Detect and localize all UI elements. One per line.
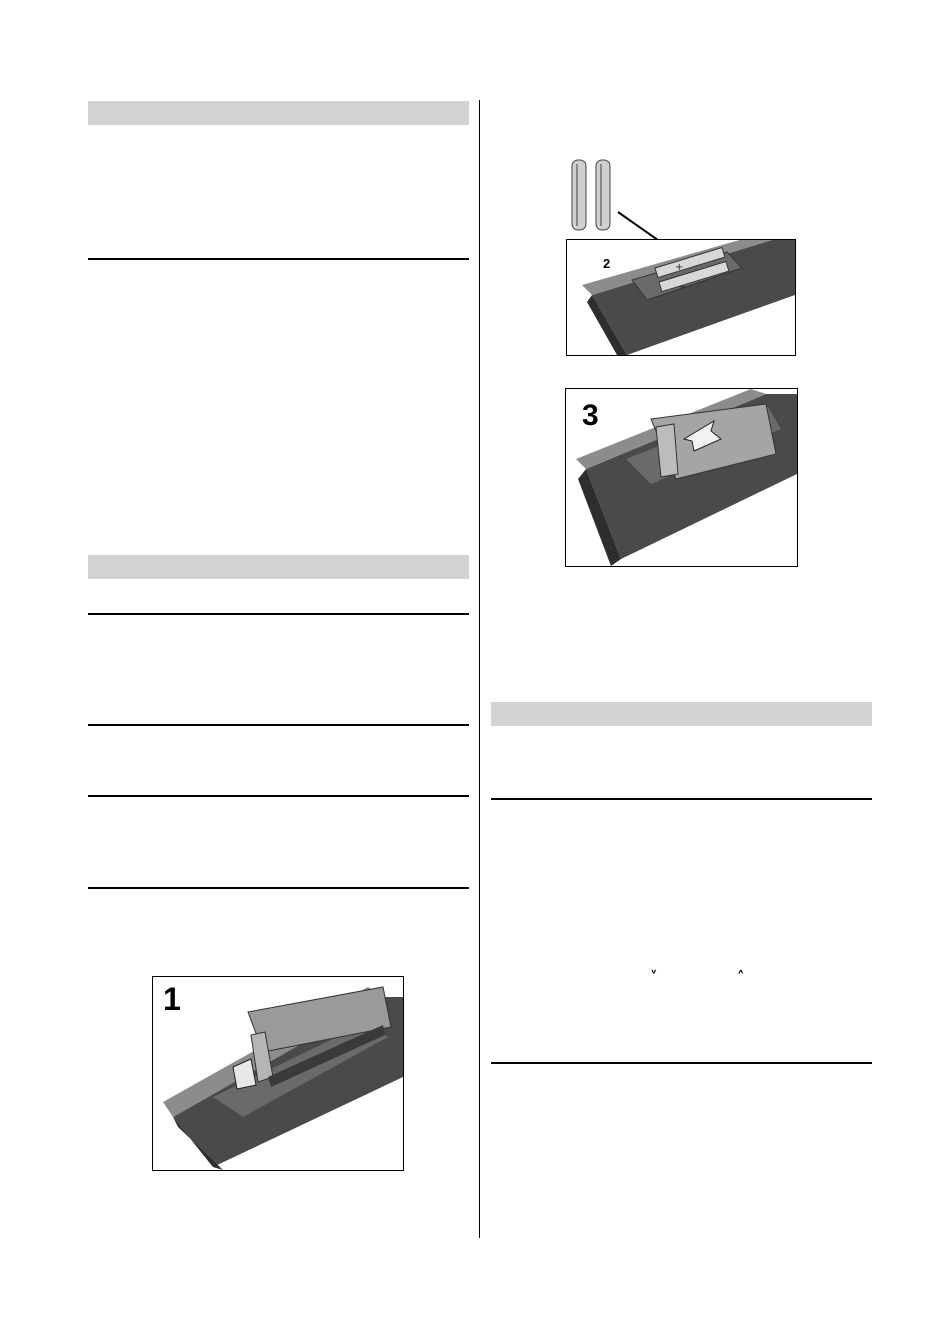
section-header-bar [88,555,469,579]
section-rule [491,1062,872,1064]
remote-close-cover-illustration [566,389,797,566]
section-rule [88,887,469,889]
section-rule [491,798,872,800]
figure-step-label: 2 [603,256,611,271]
remote-open-cover-illustration [153,977,403,1170]
battery-plus-sign: + [675,262,684,273]
battery-minus-sign: − [679,282,688,293]
figure-step-label: 3 [582,399,599,432]
remote-battery-compartment-illustration [567,240,795,355]
section-rule [88,613,469,615]
section-header-bar [88,101,469,125]
section-rule [88,724,469,726]
chevron-up-icon: ˄ [737,968,745,986]
section-rule [88,258,469,260]
figure-remote-insert-batteries [566,239,796,356]
figure-remote-close-cover [565,388,798,567]
section-header-bar [491,702,872,726]
figure-remote-open-cover [152,976,404,1171]
figure-step-label: 1 [163,981,181,1017]
section-rule [88,795,469,797]
chevron-down-icon: ˅ [650,968,658,986]
column-divider [479,100,480,1238]
